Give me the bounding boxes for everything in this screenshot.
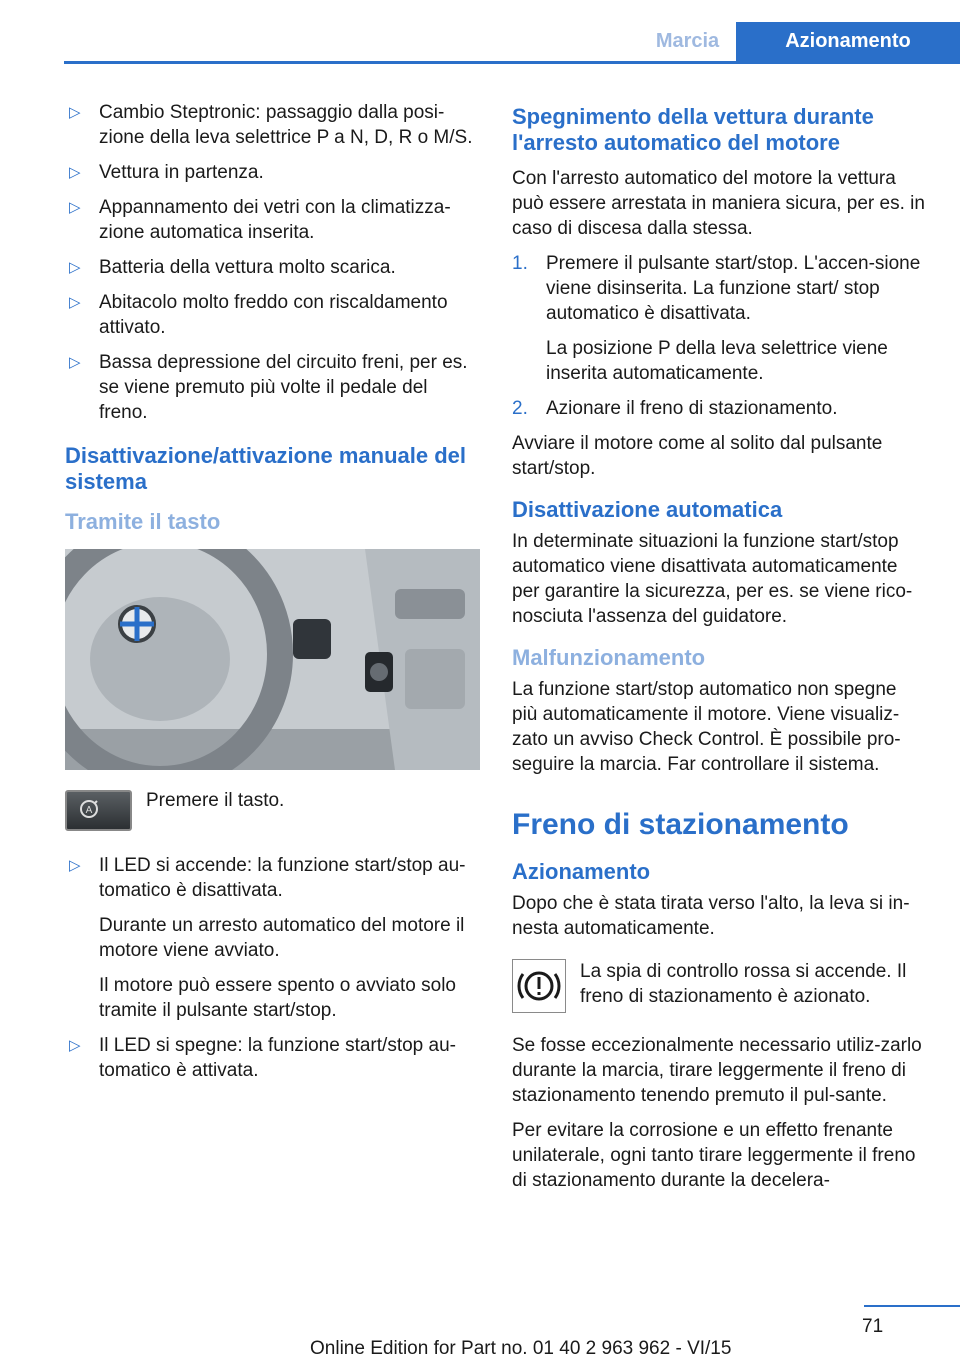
heading-manual: Disattivazione/attivazione manuale del sistema bbox=[65, 443, 467, 494]
list-item: ▷ Vettura in partenza. bbox=[65, 160, 480, 185]
warning-row bbox=[512, 959, 927, 1013]
triangle-bullet-icon: ▷ bbox=[69, 857, 81, 874]
active-tab: Azionamento bbox=[736, 22, 960, 61]
button-row bbox=[65, 790, 480, 831]
heading-malf: Malfunzionamento bbox=[512, 645, 706, 670]
triangle-bullet-icon: ▷ bbox=[69, 104, 81, 121]
auto-start-stop-button-icon bbox=[65, 790, 132, 831]
paragraph: Per evitare la corrosione e un effetto frenante unilaterale, ogni tanto tirare leggermente il freno di stazionamento durante la decelera- bbox=[512, 1120, 916, 1191]
triangle-bullet-icon: ▷ bbox=[69, 1037, 81, 1054]
footer-edition: Online Edition for Part no. 01 40 2 963 962 - VI/15 bbox=[310, 1338, 732, 1359]
triangle-bullet-icon: ▷ bbox=[69, 164, 81, 181]
steering-wheel-photo bbox=[65, 549, 480, 770]
paragraph: Se fosse eccezionalmente necessario utiliz-zarlo durante la marcia, tirare leggermente il freno di stazionamento tenendo premuto il pul-sante. bbox=[512, 1035, 922, 1106]
paragraph: Con l'arresto automatico del motore la vettura può essere arrestata in maniera sicura, per es. in caso di discesa dalla stessa. bbox=[512, 168, 925, 239]
svg-text:A: A bbox=[85, 805, 93, 816]
section-tab: Marcia bbox=[655, 30, 720, 52]
list-item: ▷ Il LED si accende: la funzione start/stop au-tomatico è disattivata. bbox=[65, 853, 480, 903]
list-item: ▷ Appannamento dei vetri con la climatizza-zione automatica inserita. bbox=[65, 195, 480, 245]
list-item: ▷ Il LED si spegne: la funzione start/stop au-tomatico è attivata. bbox=[65, 1033, 480, 1083]
sub-paragraph: Durante un arresto automatico del motore il motore viene avviato. bbox=[99, 915, 465, 961]
heading-button: Tramite il tasto bbox=[65, 509, 221, 534]
list-item: 2. Azionare il freno di stazionamento. bbox=[512, 398, 838, 419]
paragraph: Dopo che è stata tirata verso l'alto, la leva si in-nesta automaticamente. bbox=[512, 893, 910, 939]
heading-operation: Azionamento bbox=[512, 859, 651, 884]
button-caption: Premere il tasto. bbox=[146, 790, 285, 811]
list-item: ▷ Bassa depressione del circuito freni, per es. se viene premuto più volte il pedale del freno. bbox=[65, 350, 480, 425]
warning-text: La spia di controllo rossa si accende. Il freno di stazionamento è azionato. bbox=[580, 961, 907, 1007]
footer-rule bbox=[864, 1305, 960, 1307]
heading-stop: Spegnimento della vettura durante l'arresto automatico del motore bbox=[512, 104, 874, 155]
sub-paragraph: La posizione P della leva selettrice viene inserita automaticamente. bbox=[546, 338, 888, 384]
heading-auto: Disattivazione automatica bbox=[512, 497, 783, 522]
triangle-bullet-icon: ▷ bbox=[69, 199, 81, 216]
parking-brake-warning-icon bbox=[512, 959, 566, 1013]
triangle-bullet-icon: ▷ bbox=[69, 259, 81, 276]
paragraph: La funzione start/stop automatico non spegne più automaticamente il motore. Viene visualiz-zato un avviso Check Control. È possibile pro-seguire la marcia. Far controllare il sistema. bbox=[512, 679, 901, 775]
list-item: ▷ Batteria della vettura molto scarica. bbox=[65, 255, 480, 280]
paragraph: In determinate situazioni la funzione start/stop automatico viene disattivata automaticamente per garantire la sicurezza, per es. se viene rico-nosciuta l'assenza del guidatore. bbox=[512, 531, 913, 627]
list-item: ▷ Cambio Steptronic: passaggio dalla posi-zione della leva selettrice P a N, D, R o M/S. bbox=[65, 100, 480, 150]
list-item: 1. Premere il pulsante start/stop. L'accen-sione viene disinserita. La funzione start/ stop automatico è disattivata. bbox=[512, 253, 921, 324]
paragraph: Avviare il motore come al solito dal pulsante start/stop. bbox=[512, 433, 883, 479]
page-number: 71 bbox=[862, 1316, 884, 1337]
sub-paragraph: Il motore può essere spento o avviato solo tramite il pulsante start/stop. bbox=[99, 975, 456, 1021]
triangle-bullet-icon: ▷ bbox=[69, 354, 81, 371]
right-column bbox=[512, 100, 927, 1203]
triangle-bullet-icon: ▷ bbox=[69, 294, 81, 311]
header-rule bbox=[64, 61, 960, 64]
left-column bbox=[65, 100, 480, 1093]
heading-parking-brake: Freno di stazionamento bbox=[512, 808, 849, 841]
list-item: ▷ Abitacolo molto freddo con riscaldamento attivato. bbox=[65, 290, 480, 340]
